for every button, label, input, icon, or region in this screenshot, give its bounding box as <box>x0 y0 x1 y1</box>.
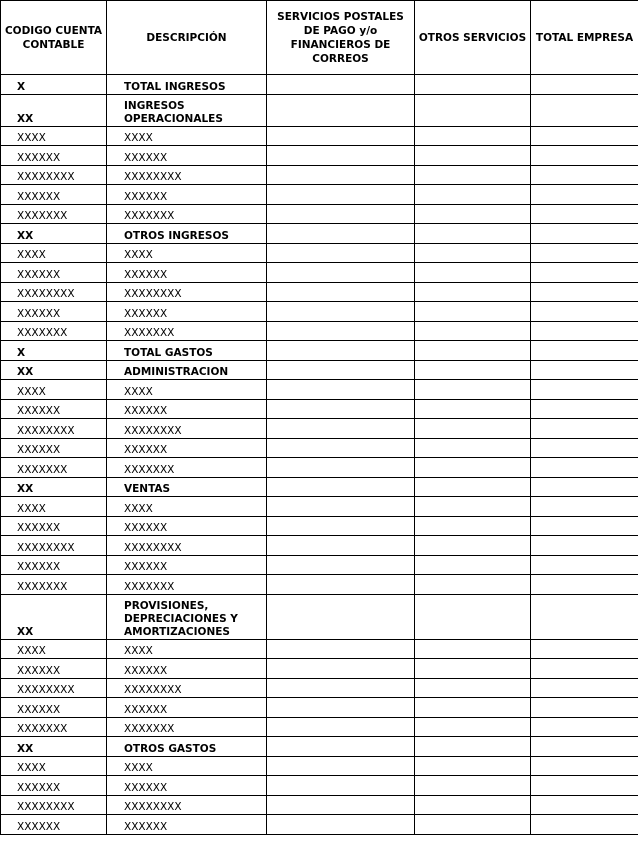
description-cell: INGRESOS OPERACIONALES <box>107 94 267 126</box>
total-empresa-cell <box>531 75 638 95</box>
account-code-cell: XX <box>1 477 107 497</box>
description-cell: ADMINISTRACION <box>107 360 267 380</box>
description-cell: XXXXXXXX <box>107 536 267 556</box>
table-row <box>1 126 638 146</box>
servicios-postales-cell <box>267 126 415 146</box>
otros-servicios-cell <box>415 399 531 419</box>
servicios-postales-cell <box>267 536 415 556</box>
total-empresa-cell <box>531 321 638 341</box>
header-row <box>1 1 638 75</box>
total-empresa-cell <box>531 575 638 595</box>
description-cell: XXXXXXXX <box>107 282 267 302</box>
otros-servicios-cell <box>415 536 531 556</box>
servicios-postales-cell <box>267 360 415 380</box>
total-empresa-cell <box>531 302 638 322</box>
servicios-postales-cell <box>267 458 415 478</box>
table-row <box>1 815 638 835</box>
table-row <box>1 263 638 283</box>
servicios-postales-cell <box>267 776 415 796</box>
total-empresa-cell <box>531 659 638 679</box>
table-row <box>1 302 638 322</box>
table-row <box>1 737 638 757</box>
otros-servicios-cell <box>415 477 531 497</box>
otros-servicios-cell <box>415 75 531 95</box>
account-code-cell: XXXXXX <box>1 185 107 205</box>
account-code-cell: XXXX <box>1 126 107 146</box>
servicios-postales-cell <box>267 516 415 536</box>
description-cell: XXXX <box>107 380 267 400</box>
table-row <box>1 321 638 341</box>
total-empresa-cell <box>531 94 638 126</box>
table-row <box>1 185 638 205</box>
otros-servicios-cell <box>415 341 531 361</box>
total-empresa-cell <box>531 146 638 166</box>
header-codigo-cuenta-contable: CODIGO CUENTA CONTABLE <box>1 1 107 75</box>
account-code-cell: X <box>1 75 107 95</box>
servicios-postales-cell <box>267 263 415 283</box>
description-cell: XXXXXXX <box>107 458 267 478</box>
total-empresa-cell <box>531 185 638 205</box>
table-row <box>1 659 638 679</box>
account-code-cell: XXXXXX <box>1 399 107 419</box>
servicios-postales-cell <box>267 594 415 639</box>
otros-servicios-cell <box>415 165 531 185</box>
total-empresa-cell <box>531 536 638 556</box>
description-cell: XXXXXX <box>107 399 267 419</box>
header-otros-servicios: OTROS SERVICIOS <box>415 1 531 75</box>
account-code-cell: XXXXXXX <box>1 717 107 737</box>
total-empresa-cell <box>531 360 638 380</box>
servicios-postales-cell <box>267 302 415 322</box>
description-cell: XXXX <box>107 756 267 776</box>
otros-servicios-cell <box>415 737 531 757</box>
description-cell: XXXXXXX <box>107 575 267 595</box>
servicios-postales-cell <box>267 341 415 361</box>
table-row <box>1 717 638 737</box>
total-empresa-cell <box>531 204 638 224</box>
total-empresa-cell <box>531 263 638 283</box>
account-code-cell: XXXXXXX <box>1 575 107 595</box>
total-empresa-cell <box>531 555 638 575</box>
total-empresa-cell <box>531 438 638 458</box>
otros-servicios-cell <box>415 756 531 776</box>
otros-servicios-cell <box>415 795 531 815</box>
servicios-postales-cell <box>267 497 415 517</box>
table-row <box>1 795 638 815</box>
description-cell: XXXXXX <box>107 302 267 322</box>
servicios-postales-cell <box>267 321 415 341</box>
table-row <box>1 594 638 639</box>
table-row <box>1 204 638 224</box>
table-row <box>1 678 638 698</box>
table-row <box>1 360 638 380</box>
otros-servicios-cell <box>415 302 531 322</box>
account-code-cell: XXXX <box>1 756 107 776</box>
otros-servicios-cell <box>415 419 531 439</box>
description-cell: XXXXXX <box>107 516 267 536</box>
description-cell: XXXXXXX <box>107 717 267 737</box>
table-row <box>1 419 638 439</box>
servicios-postales-cell <box>267 224 415 244</box>
account-code-cell: XXXXXX <box>1 555 107 575</box>
otros-servicios-cell <box>415 458 531 478</box>
total-empresa-cell <box>531 282 638 302</box>
servicios-postales-cell <box>267 678 415 698</box>
table-row <box>1 341 638 361</box>
table-row <box>1 776 638 796</box>
otros-servicios-cell <box>415 776 531 796</box>
account-code-cell: XXXX <box>1 497 107 517</box>
description-cell: PROVISIONES, DEPRECIACIONES Y AMORTIZACIONES <box>107 594 267 639</box>
account-code-cell: XXXXXXXX <box>1 678 107 698</box>
account-code-cell: X <box>1 341 107 361</box>
table-row <box>1 224 638 244</box>
servicios-postales-cell <box>267 185 415 205</box>
servicios-postales-cell <box>267 282 415 302</box>
account-code-cell: XXXXXXXX <box>1 282 107 302</box>
account-code-cell: XXXXXX <box>1 516 107 536</box>
otros-servicios-cell <box>415 204 531 224</box>
total-empresa-cell <box>531 639 638 659</box>
account-code-cell: XXXXXXX <box>1 321 107 341</box>
account-code-cell: XX <box>1 94 107 126</box>
table-row <box>1 575 638 595</box>
servicios-postales-cell <box>267 756 415 776</box>
description-cell: XXXXXXXX <box>107 795 267 815</box>
otros-servicios-cell <box>415 438 531 458</box>
total-empresa-cell <box>531 737 638 757</box>
total-empresa-cell <box>531 419 638 439</box>
total-empresa-cell <box>531 594 638 639</box>
table-row <box>1 698 638 718</box>
servicios-postales-cell <box>267 477 415 497</box>
account-code-cell: XXXXXX <box>1 659 107 679</box>
description-cell: OTROS INGRESOS <box>107 224 267 244</box>
account-code-cell: XXXXXX <box>1 698 107 718</box>
description-cell: XXXXXX <box>107 659 267 679</box>
otros-servicios-cell <box>415 717 531 737</box>
table-row <box>1 399 638 419</box>
total-empresa-cell <box>531 341 638 361</box>
account-code-cell: XX <box>1 224 107 244</box>
table-row <box>1 282 638 302</box>
otros-servicios-cell <box>415 639 531 659</box>
account-code-cell: XXXXXX <box>1 815 107 835</box>
servicios-postales-cell <box>267 659 415 679</box>
description-cell: XXXXXXXX <box>107 678 267 698</box>
total-empresa-cell <box>531 477 638 497</box>
description-cell: XXXX <box>107 639 267 659</box>
total-empresa-cell <box>531 776 638 796</box>
header-servicios-postales: SERVICIOS POSTALES DE PAGO y/o FINANCIEROS DE CORREOS <box>267 1 415 75</box>
description-cell: XXXX <box>107 126 267 146</box>
table-row <box>1 458 638 478</box>
header-total-empresa: TOTAL EMPRESA <box>531 1 638 75</box>
total-empresa-cell <box>531 126 638 146</box>
account-code-cell: XXXXXX <box>1 776 107 796</box>
otros-servicios-cell <box>415 555 531 575</box>
total-empresa-cell <box>531 224 638 244</box>
otros-servicios-cell <box>415 243 531 263</box>
account-code-cell: XXXX <box>1 380 107 400</box>
table-body <box>1 75 638 835</box>
servicios-postales-cell <box>267 737 415 757</box>
table-row <box>1 555 638 575</box>
servicios-postales-cell <box>267 204 415 224</box>
account-code-cell: XXXXXXX <box>1 458 107 478</box>
account-code-cell: XXXXXXXX <box>1 795 107 815</box>
description-cell: XXXXXXX <box>107 321 267 341</box>
account-code-cell: XXXXXX <box>1 302 107 322</box>
total-empresa-cell <box>531 795 638 815</box>
otros-servicios-cell <box>415 380 531 400</box>
description-cell: XXXXXX <box>107 776 267 796</box>
description-cell: XXXXXXXX <box>107 165 267 185</box>
total-empresa-cell <box>531 243 638 263</box>
description-cell: XXXXXX <box>107 185 267 205</box>
account-code-cell: XX <box>1 594 107 639</box>
table-row <box>1 165 638 185</box>
account-code-cell: XXXXXX <box>1 146 107 166</box>
otros-servicios-cell <box>415 94 531 126</box>
description-cell: OTROS GASTOS <box>107 737 267 757</box>
account-code-cell: XXXXXXXX <box>1 419 107 439</box>
servicios-postales-cell <box>267 555 415 575</box>
table-row <box>1 756 638 776</box>
total-empresa-cell <box>531 165 638 185</box>
table-row <box>1 75 638 95</box>
table-row <box>1 516 638 536</box>
servicios-postales-cell <box>267 419 415 439</box>
servicios-postales-cell <box>267 399 415 419</box>
servicios-postales-cell <box>267 698 415 718</box>
description-cell: VENTAS <box>107 477 267 497</box>
account-code-cell: XXXXXX <box>1 438 107 458</box>
servicios-postales-cell <box>267 717 415 737</box>
description-cell: XXXXXX <box>107 555 267 575</box>
total-empresa-cell <box>531 717 638 737</box>
total-empresa-cell <box>531 678 638 698</box>
otros-servicios-cell <box>415 263 531 283</box>
table-row <box>1 639 638 659</box>
total-empresa-cell <box>531 380 638 400</box>
total-empresa-cell <box>531 698 638 718</box>
servicios-postales-cell <box>267 438 415 458</box>
total-empresa-cell <box>531 497 638 517</box>
description-cell: XXXXXX <box>107 438 267 458</box>
table-row <box>1 536 638 556</box>
table-row <box>1 380 638 400</box>
servicios-postales-cell <box>267 380 415 400</box>
description-cell: XXXXXX <box>107 263 267 283</box>
otros-servicios-cell <box>415 185 531 205</box>
total-empresa-cell <box>531 399 638 419</box>
total-empresa-cell <box>531 516 638 536</box>
otros-servicios-cell <box>415 360 531 380</box>
otros-servicios-cell <box>415 815 531 835</box>
otros-servicios-cell <box>415 575 531 595</box>
description-cell: TOTAL INGRESOS <box>107 75 267 95</box>
total-empresa-cell <box>531 458 638 478</box>
table-row <box>1 94 638 126</box>
table-row <box>1 146 638 166</box>
total-empresa-cell <box>531 815 638 835</box>
table-row <box>1 477 638 497</box>
otros-servicios-cell <box>415 659 531 679</box>
description-cell: XXXXXX <box>107 698 267 718</box>
account-code-cell: XXXXXX <box>1 263 107 283</box>
servicios-postales-cell <box>267 94 415 126</box>
description-cell: XXXX <box>107 497 267 517</box>
account-code-cell: XXXX <box>1 243 107 263</box>
account-code-cell: XXXXXXXX <box>1 165 107 185</box>
servicios-postales-cell <box>267 146 415 166</box>
account-code-cell: XXXX <box>1 639 107 659</box>
servicios-postales-cell <box>267 243 415 263</box>
account-code-cell: XX <box>1 737 107 757</box>
table-row <box>1 438 638 458</box>
account-code-cell: XXXXXXX <box>1 204 107 224</box>
otros-servicios-cell <box>415 497 531 517</box>
otros-servicios-cell <box>415 224 531 244</box>
header-descripcion: DESCRIPCIÓN <box>107 1 267 75</box>
otros-servicios-cell <box>415 698 531 718</box>
otros-servicios-cell <box>415 321 531 341</box>
total-empresa-cell <box>531 756 638 776</box>
servicios-postales-cell <box>267 815 415 835</box>
otros-servicios-cell <box>415 516 531 536</box>
table-row <box>1 243 638 263</box>
description-cell: XXXXXX <box>107 815 267 835</box>
otros-servicios-cell <box>415 594 531 639</box>
description-cell: XXXX <box>107 243 267 263</box>
description-cell: XXXXXXX <box>107 204 267 224</box>
description-cell: XXXXXX <box>107 146 267 166</box>
table-row <box>1 497 638 517</box>
servicios-postales-cell <box>267 795 415 815</box>
servicios-postales-cell <box>267 165 415 185</box>
account-code-cell: XX <box>1 360 107 380</box>
servicios-postales-cell <box>267 75 415 95</box>
otros-servicios-cell <box>415 146 531 166</box>
description-cell: XXXXXXXX <box>107 419 267 439</box>
account-code-cell: XXXXXXXX <box>1 536 107 556</box>
otros-servicios-cell <box>415 282 531 302</box>
servicios-postales-cell <box>267 575 415 595</box>
servicios-postales-cell <box>267 639 415 659</box>
description-cell: TOTAL GASTOS <box>107 341 267 361</box>
otros-servicios-cell <box>415 678 531 698</box>
otros-servicios-cell <box>415 126 531 146</box>
